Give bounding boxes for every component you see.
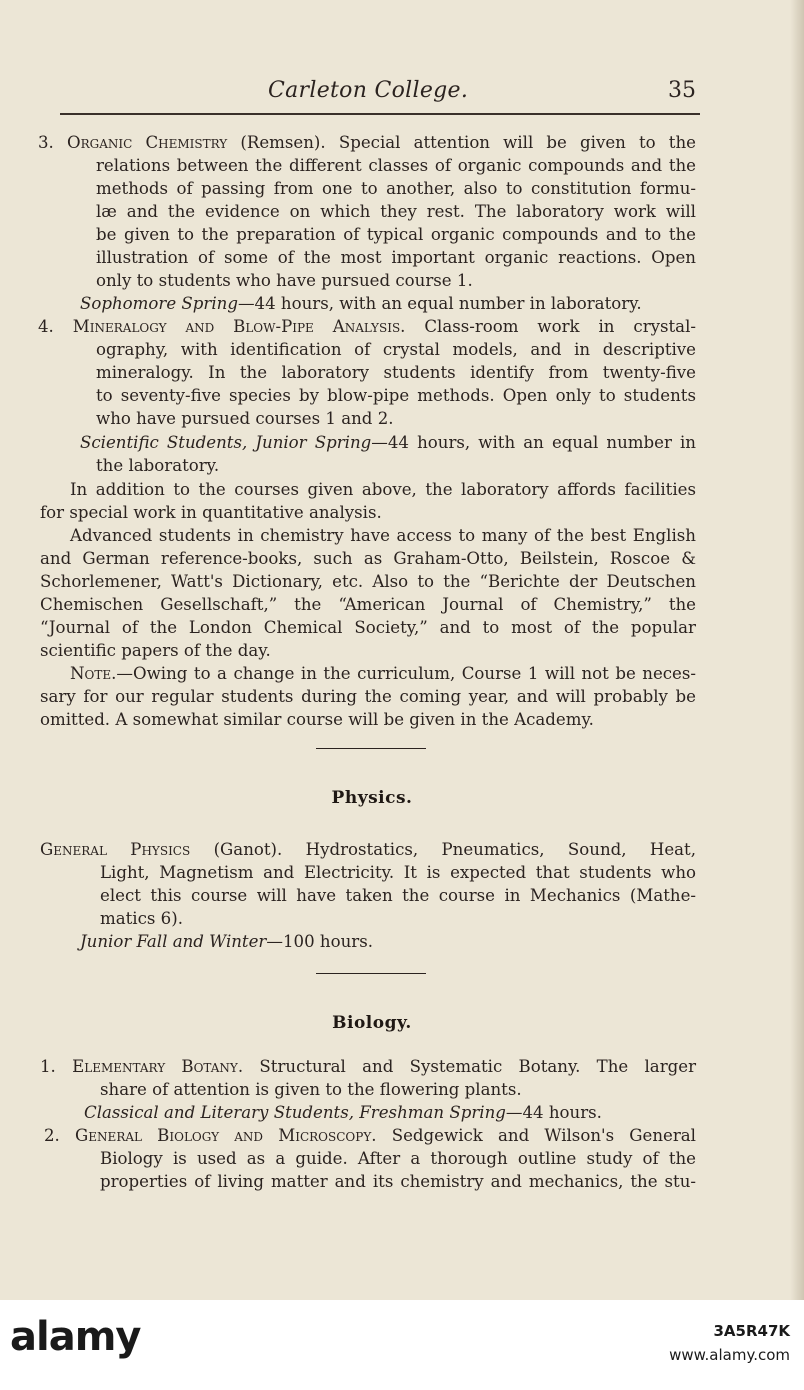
physics-course-line: Light, Magnetism and Electricity. It is expected that students who [100,863,696,882]
course-3-line: illustration of some of the most important organic reactions. Open [96,248,696,267]
note-text: —Owing to a change in the curriculum, Course 1 will not be neces- [116,664,696,683]
course-4-line: to seventy-five species by blow-pipe methods. Open only to students [96,386,696,405]
biology-course-1-term-label: Classical and Literary Students, Freshman Spring [84,1103,506,1122]
biology-course-2-line: properties of living matter and its chemistry and mechanics, the stu- [100,1172,696,1191]
course-3-line: læ and the evidence on which they rest. The laboratory work will [96,202,696,221]
course-4-line: mineralogy. In the laboratory students identify from twenty-five [96,363,696,382]
physics-course-first-line [40,838,696,861]
note-line: omitted. A somewhat similar course will be given in the Academy. [40,710,594,729]
course-4-term [80,431,696,454]
physics-course-line: elect this course will have taken the course in Mechanics (Mathe- [100,886,696,905]
course-3-line: only to students who have pursued course 1. [96,271,473,290]
note-line: sary for our regular students during the coming year, and will probably be [40,687,696,706]
biology-course-1-text: Structural and Systematic Botany. The larger [259,1057,697,1076]
alamy-logo: alamy [10,1314,141,1360]
course-4-title: Mineralogy and Blow-Pipe Analysis. [72,317,406,336]
biology-course-2-title: General Biology and Microscopy. [75,1126,377,1145]
page-number: 35 [668,78,696,103]
facilities-paragraph-line: for special work in quantitative analysis. [40,503,382,522]
biology-course-2-line: Biology is used as a guide. After a thorough outline study of the [100,1149,696,1168]
image-id: 3A5R47K [713,1322,790,1340]
physics-heading: Physics. [331,788,413,808]
course-4-number: 4. [38,317,54,336]
facilities-paragraph-line: In addition to the courses given above, the laboratory affords facilities [70,480,696,499]
advanced-paragraph-line: “Journal of the London Chemical Society,” and to most of the popular [40,618,696,637]
advanced-paragraph-line: Schorlemener, Watt's Dictionary, etc. Also to the “Berichte der Deutschen [40,572,696,591]
biology-course-2-number: 2. [44,1126,60,1145]
course-3-text: (Remsen). Special attention will be given to the [240,133,696,152]
biology-course-2-text: Sedgewick and Wilson's General [391,1126,696,1145]
course-3-first-line [38,131,696,154]
course-3-term [80,292,642,315]
course-4-term-continued: the laboratory. [96,456,220,475]
biology-course-1-number: 1. [40,1057,56,1076]
physics-term-label: Junior Fall and Winter [80,932,267,951]
biology-course-1-title: Elementary Botany. [72,1057,244,1076]
course-4-term-label: Scientific Students, Junior Spring [80,433,372,452]
course-4-line: who have pursued courses 1 and 2. [96,409,394,428]
physics-course-title: General Physics [40,840,191,859]
advanced-paragraph-line: and German reference-books, such as Graham-Otto, Beilstein, Roscoe & [40,549,696,568]
section-separator [316,748,426,749]
header-rule [60,113,700,115]
advanced-paragraph-line: Advanced students in chemistry have access to many of the best English [70,526,696,545]
course-4-first-line [38,315,696,338]
biology-course-1-line: share of attention is given to the flowering plants. [100,1080,522,1099]
note-first-line [70,662,696,685]
course-3-line: be given to the preparation of typical organic compounds and to the [96,225,696,244]
note-label: Note. [70,664,117,683]
course-4-text: Class-room work in crystal- [424,317,696,336]
course-3-line: methods of passing from one to another, also to constitution formu- [96,179,696,198]
stock-watermark-bar [0,1300,804,1390]
physics-term-hours: —100 hours. [266,932,373,951]
course-3-title: Organic Chemistry [67,133,228,152]
section-separator [316,973,426,974]
advanced-paragraph-line: Chemischen Gesellschaft,” the “American Journal of Chemistry,” the [40,595,696,614]
course-3-term-label: Sophomore Spring [80,294,238,313]
physics-course-line: matics 6). [100,909,183,928]
physics-course-text: (Ganot). Hydrostatics, Pneumatics, Sound, Heat, [213,840,697,859]
course-3-line: relations between the different classes of organic compounds and the [96,156,696,175]
course-3-term-hours: —44 hours, with an equal number in laboratory. [237,294,642,313]
course-4-line: ography, with identification of crystal models, and in descriptive [96,340,696,359]
course-3-number: 3. [38,133,54,152]
physics-course-term [80,930,373,953]
running-title: Carleton College. [268,78,469,103]
advanced-paragraph-line: scientific papers of the day. [40,641,271,660]
course-4-term-hours: —44 hours, with an equal number in [371,433,696,452]
page-header [0,76,804,110]
biology-course-2-first-line [44,1124,696,1147]
biology-heading: Biology. [332,1013,412,1033]
biology-course-1-first-line [40,1055,696,1078]
biology-course-1-term-hours: —44 hours. [505,1103,602,1122]
watermark-url: www.alamy.com [669,1346,790,1364]
biology-course-1-term [84,1101,602,1124]
